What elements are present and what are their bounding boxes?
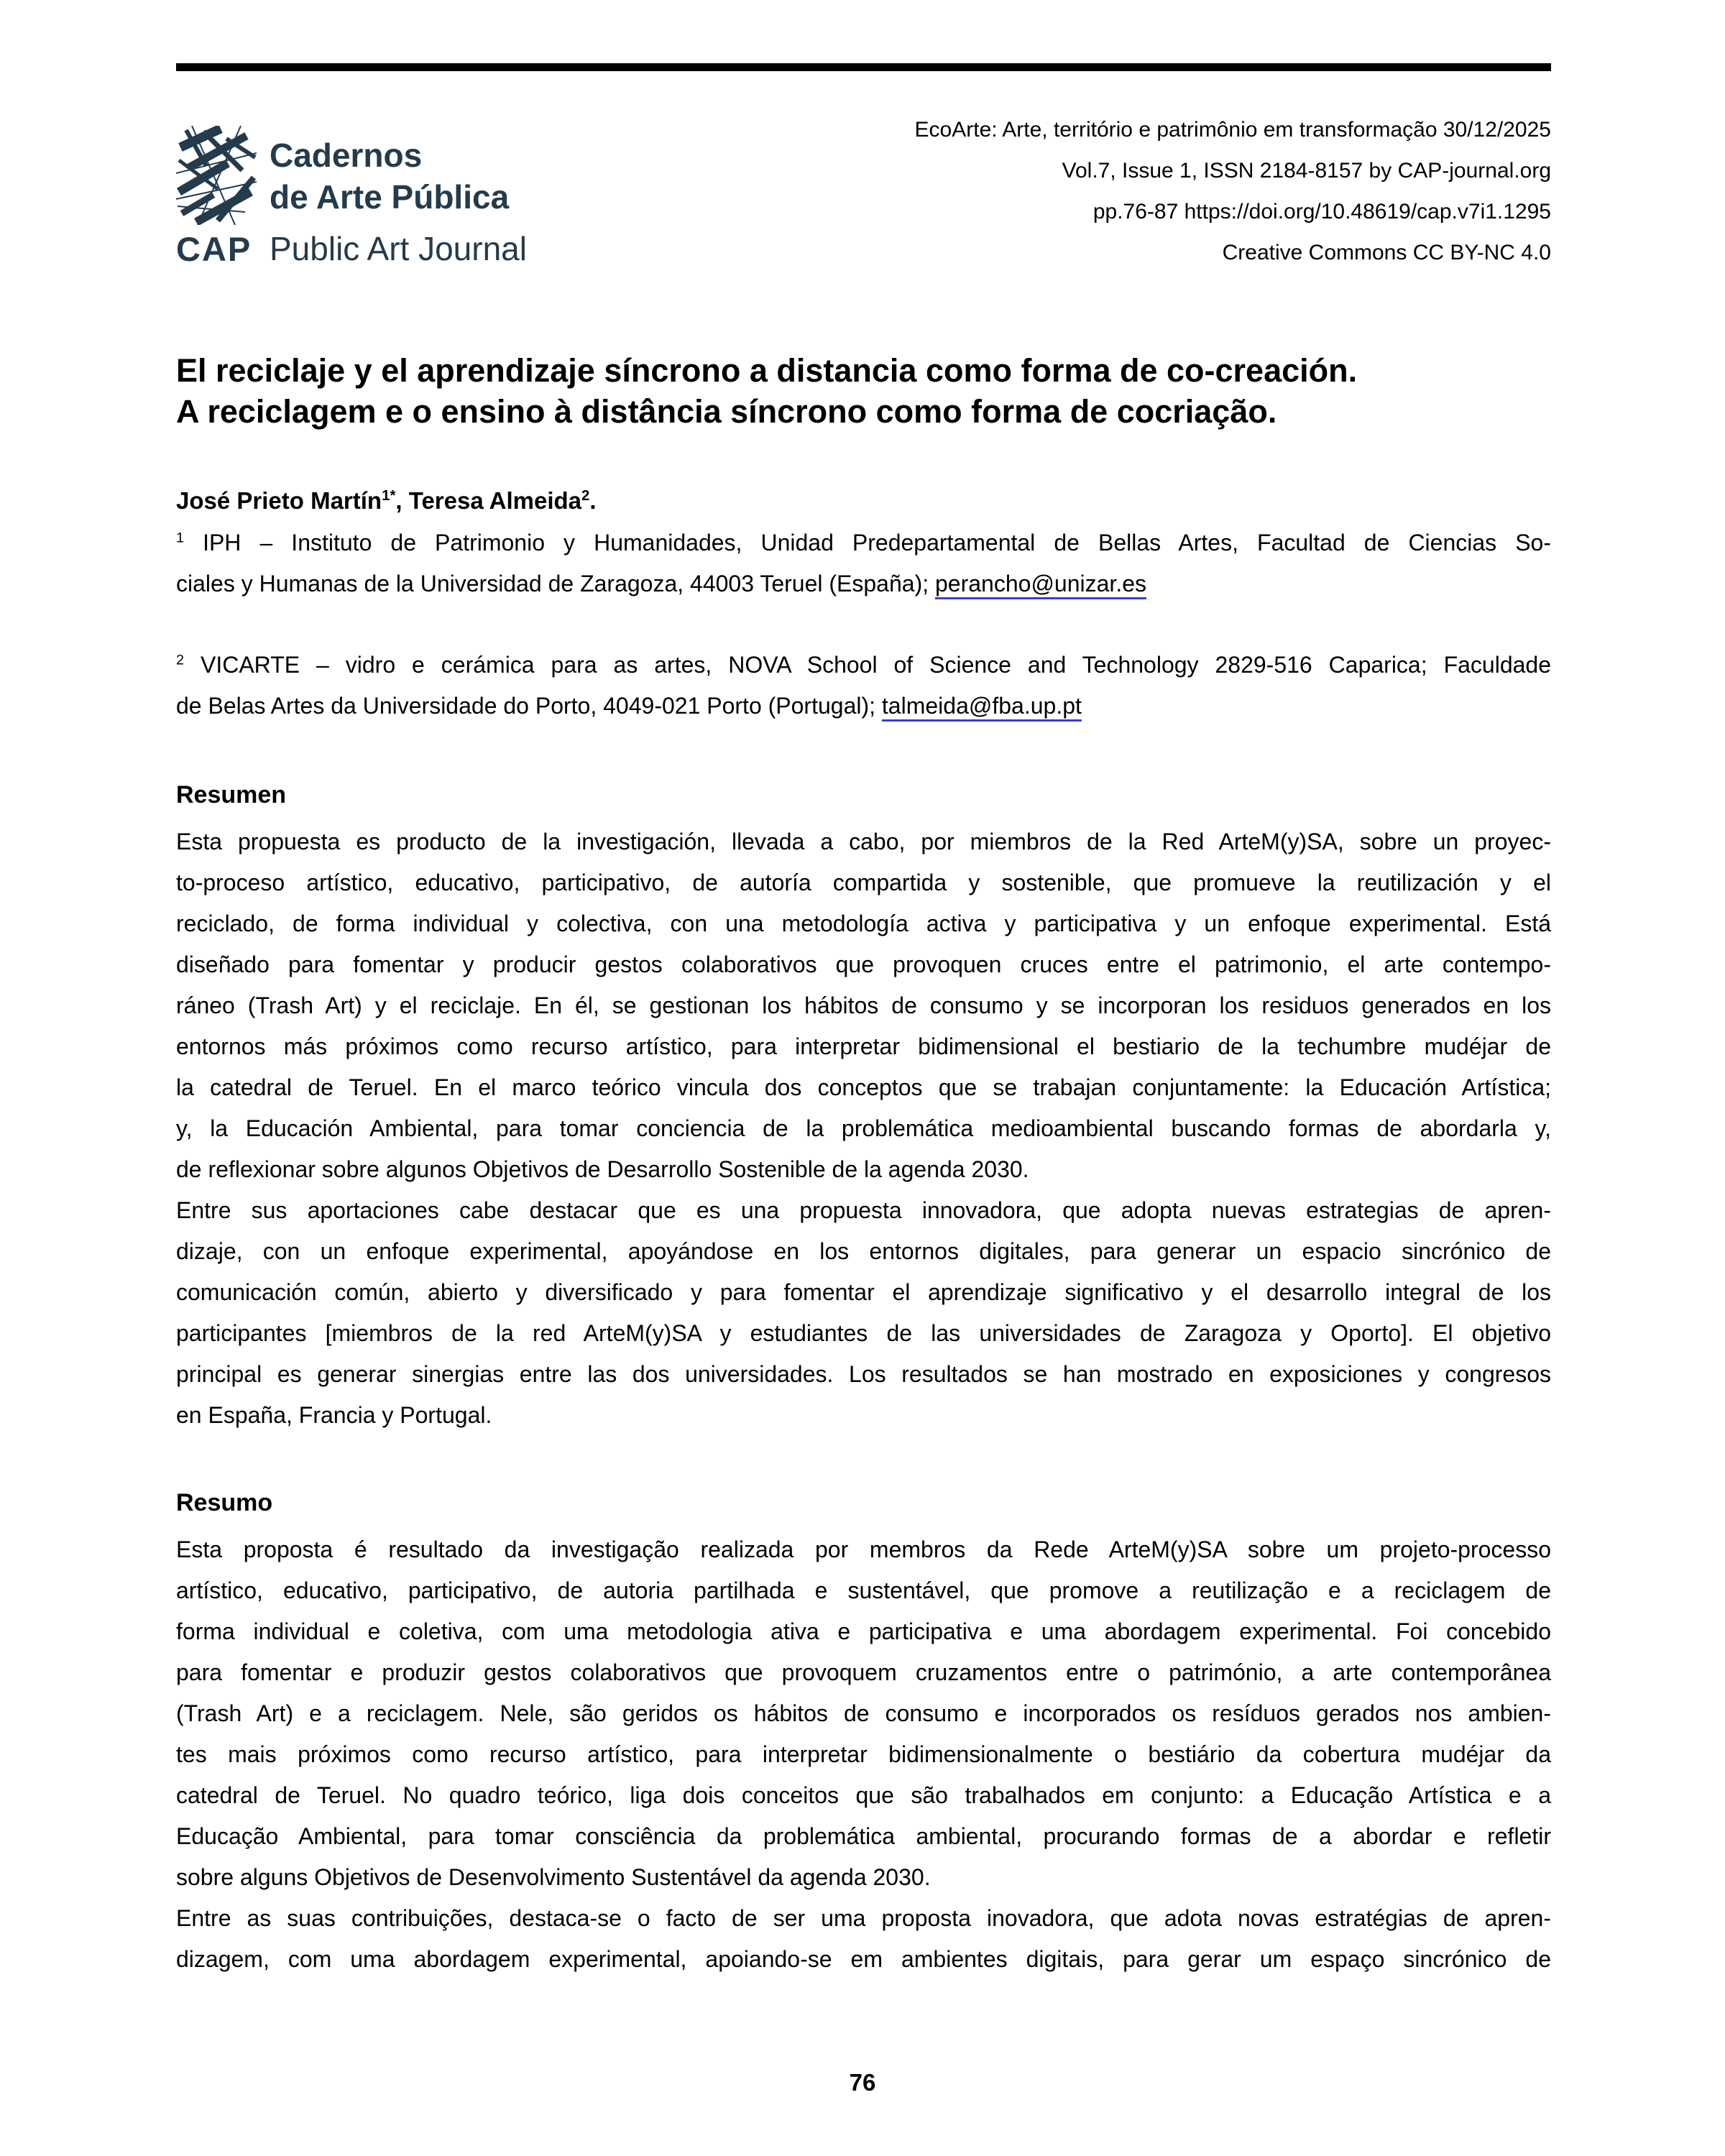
affiliation-2-line: de Belas Artes da Universidade do Porto, 4049-021 Porto (Portugal); talmeida@fba.up.pt (176, 693, 1082, 719)
resumen-abstract (176, 821, 1551, 1436)
abstract-line: forma individual e coletiva, com uma metodologia ativa e participativa e uma abordagem experimental. Foi concebido (176, 1618, 1551, 1644)
affiliation-2-line: $^2$ VICARTE – vidro e cerámica para as artes, NOVA School of Science and Technology 2829-516 Caparica; Faculdade (176, 652, 1551, 678)
abstract-line: entornos más próximos como recurso artístico, para interpretar bidimensional el bestiario de la techumbre mudéjar de (176, 1033, 1551, 1059)
issue-license-line: Creative Commons CC BY-NC 4.0 (1222, 241, 1551, 264)
affiliation-1-mark: 1 (176, 530, 185, 546)
journal-name-line1: Cadernos (270, 137, 423, 174)
authors-line (176, 480, 1551, 521)
abstract-line: artístico, educativo, participativo, de autoria partilhada e sustentável, que promove a reutilização e a reciclagem de (176, 1577, 1551, 1603)
abstract-line: sobre alguns Objetivos de Desenvolvimento Sustentável da agenda 2030. (176, 1864, 931, 1890)
journal-brand (176, 126, 823, 291)
article-title-es: El reciclaje y el aprendizaje síncrono a distancia como forma de co-creación. (176, 352, 1358, 389)
abstract-line: la catedral de Teruel. En el marco teórico vincula dos conceptos que se trabajan conjuntamente: la Educación Artística; (176, 1074, 1551, 1100)
authors-terminator: . (589, 487, 597, 514)
journal-name-line2: de Arte Pública (270, 178, 510, 216)
abstract-line: reciclado, de forma individual y colectiva, con una metodología activa y participativa y un enfoque experimental. Está (176, 911, 1551, 936)
abstract-line: tes mais próximos como recurso artístico, para interpretar bidimensionalmente o bestiário da cobertura mudéjar da (176, 1741, 1551, 1767)
author-2: Teresa Almeida (408, 487, 582, 514)
author-1-affiliation-mark: 1* (382, 487, 396, 504)
author-2-affiliation-mark: 2 (581, 487, 590, 504)
abstract-line: de reflexionar sobre algunos Objetivos de Desarrollo Sostenible de la agenda 2030. (176, 1156, 1029, 1182)
author-1: José Prieto Martín (176, 487, 382, 514)
issue-volume-line: Vol.7, Issue 1, ISSN 2184-8157 by CAP-journal.org (1062, 159, 1551, 183)
abstract-line: Esta proposta é resultado da investigação realizada por membros da Rede ArteM(y)SA sobre um projeto-processo (176, 1537, 1551, 1562)
affiliation-1-line: $^1$ IPH – Instituto de Patrimonio y Humanidades, Unidad Predepartamental de Bellas Artes, Facultad de Ciencias So- (176, 530, 1551, 556)
abstract-line: en España, Francia y Portugal. (176, 1402, 492, 1428)
affiliation-2-mark: 2 (176, 652, 185, 668)
cap-logo-icon (176, 126, 257, 225)
abstract-line: Entre sus aportaciones cabe destacar que es una propuesta innovadora, que adopta nuevas estrategias de apren- (176, 1197, 1551, 1223)
abstract-line: catedral de Teruel. No quadro teórico, liga dois conceitos que são trabalhados em conjunto: a Educação Artística e a (176, 1782, 1551, 1808)
abstract-line: y, la Educación Ambiental, para tomar conciencia de la problemática medioambiental buscando formas de abordarla y, (176, 1115, 1551, 1141)
affiliation-1 (176, 522, 1551, 604)
page-number: 76 (849, 2069, 876, 2096)
email-link[interactable]: talmeida@fba.up.pt (881, 693, 1082, 719)
abstract-line: participantes [miembros de la red ArteM(y)SA y estudiantes de las universidades de Zaragoza y Oporto]. El objetivo (176, 1320, 1551, 1346)
abstract-line: diseñado para fomentar y producir gestos colaborativos que provoquen cruces entre el patrimonio, el arte contempo- (176, 952, 1551, 977)
abstract-line: dizaje, con un enfoque experimental, apoyándose en los entornos digitales, para generar un espacio sincrónico de (176, 1238, 1551, 1264)
abstract-line: ráneo (Trash Art) y el reciclaje. En él, se gestionan los hábitos de consumo y se incorporan los residuos generados en los (176, 992, 1551, 1018)
resumo-abstract (176, 1529, 1551, 1980)
top-rule (176, 63, 1551, 71)
abstract-line: dizagem, com uma abordagem experimental, apoiando-se em ambientes digitais, para gerar um espaço sincrónico de (176, 1946, 1551, 1972)
journal-name (270, 134, 527, 270)
email-link[interactable]: perancho@unizar.es (935, 571, 1146, 596)
resumen-heading: Resumen (176, 781, 287, 808)
issue-doi-line: pp.76-87 https://doi.org/10.48619/cap.v7i1.1295 (1092, 200, 1551, 224)
abstract-line: Entre as suas contribuições, destaca-se o facto de ser uma proposta inovadora, que adota novas estratégias de apren- (176, 1905, 1551, 1931)
abstract-line: Educação Ambiental, para tomar consciência da problemática ambiental, procurando formas de a abordar e refletir (176, 1823, 1551, 1849)
journal-subtitle: Public Art Journal (270, 230, 527, 267)
resumo-heading: Resumo (176, 1489, 273, 1516)
affiliation-2 (176, 645, 1551, 727)
journal-acronym: CAP (176, 230, 252, 268)
affiliation-1-line: ciales y Humanas de la Universidad de Zaragoza, 44003 Teruel (España); perancho@unizar.es (176, 571, 1146, 596)
abstract-line: Esta propuesta es producto de la investigación, llevada a cabo, por miembros de la Red ArteM(y)SA, sobre un proyec- (176, 829, 1551, 854)
issue-theme-line: EcoArte: Arte, território e patrimônio em transformação 30/12/2025 (914, 118, 1551, 142)
abstract-line: principal es generar sinergias entre las dos universidades. Los resultados se han mostrado en exposiciones y congresos (176, 1361, 1551, 1387)
article-title-pt: A reciclagem e o ensino à distância síncrono como forma de cocriação. (176, 393, 1277, 430)
abstract-line: comunicación común, abierto y diversificado y para fomentar el aprendizaje significativo y el desarrollo integral de los (176, 1279, 1551, 1305)
abstract-line: to-proceso artístico, educativo, participativo, de autoría compartida y sostenible, que promueve la reutilización y el (176, 870, 1551, 895)
article-title (176, 350, 1551, 432)
authors-separator: , (395, 487, 409, 514)
abstract-line: (Trash Art) e a reciclagem. Nele, são geridos os hábitos de consumo e incorporados os resíduos gerados nos ambien- (176, 1700, 1551, 1726)
abstract-line: para fomentar e produzir gestos colaborativos que provoquem cruzamentos entre o património, a arte contemporânea (176, 1659, 1551, 1685)
issue-info (915, 109, 1551, 273)
